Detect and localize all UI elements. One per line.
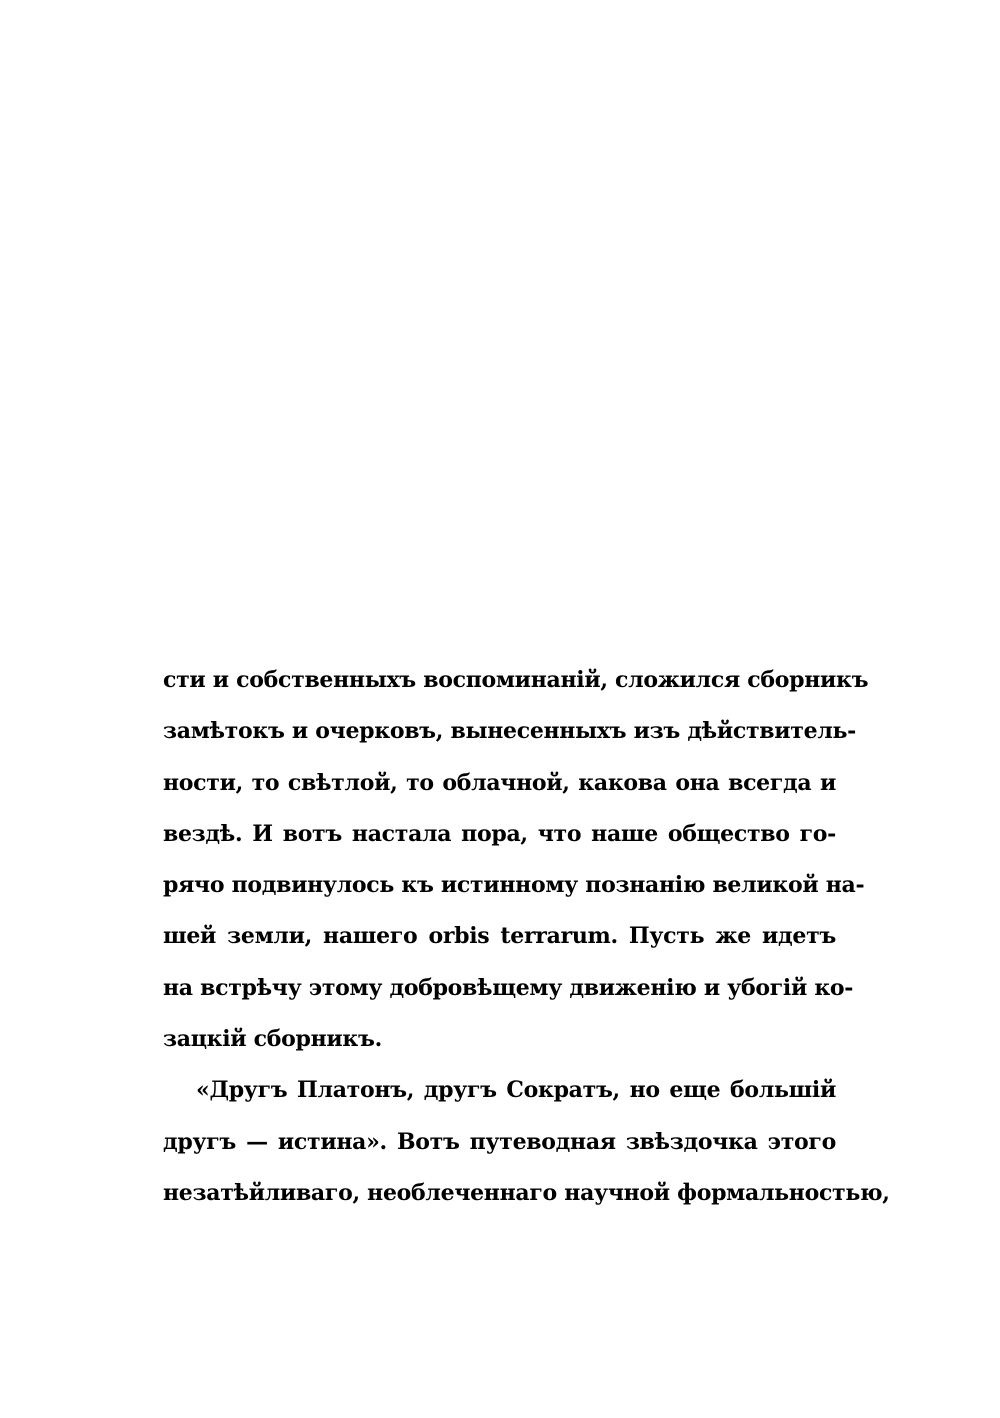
text-line: ности, то свѣтлой, то облачной, какова она всегда и <box>163 769 836 796</box>
text-line: сти и собственныхъ воспоминаній, сложился сборникъ <box>163 667 869 693</box>
text-line: вездѣ. И вотъ настала пора, что наше общество го- <box>163 820 836 847</box>
text-line: другъ — истина». Вотъ путеводная звѣздочка этого <box>163 1128 836 1155</box>
text-line: на встрѣчу этому добровѣщему движенію и убогій ко- <box>163 974 854 1001</box>
text-line: зацкій сборникъ. <box>163 1026 382 1053</box>
text-line: шей земли, нашего orbis terrarum. Пусть же идетъ <box>163 923 836 950</box>
text-line: «Другъ Платонъ, другъ Сократъ, но еще большій <box>196 1077 836 1104</box>
text-line: незатѣйливаго, необлеченнаго научной формальностью, <box>163 1179 890 1206</box>
page-body-text <box>163 662 890 1226</box>
text-line: замѣтокъ и очерковъ, вынесенныхъ изъ дѣйствитель- <box>163 718 856 745</box>
text-line: рячо подвинулось къ истинному познанію великой на- <box>163 872 865 899</box>
